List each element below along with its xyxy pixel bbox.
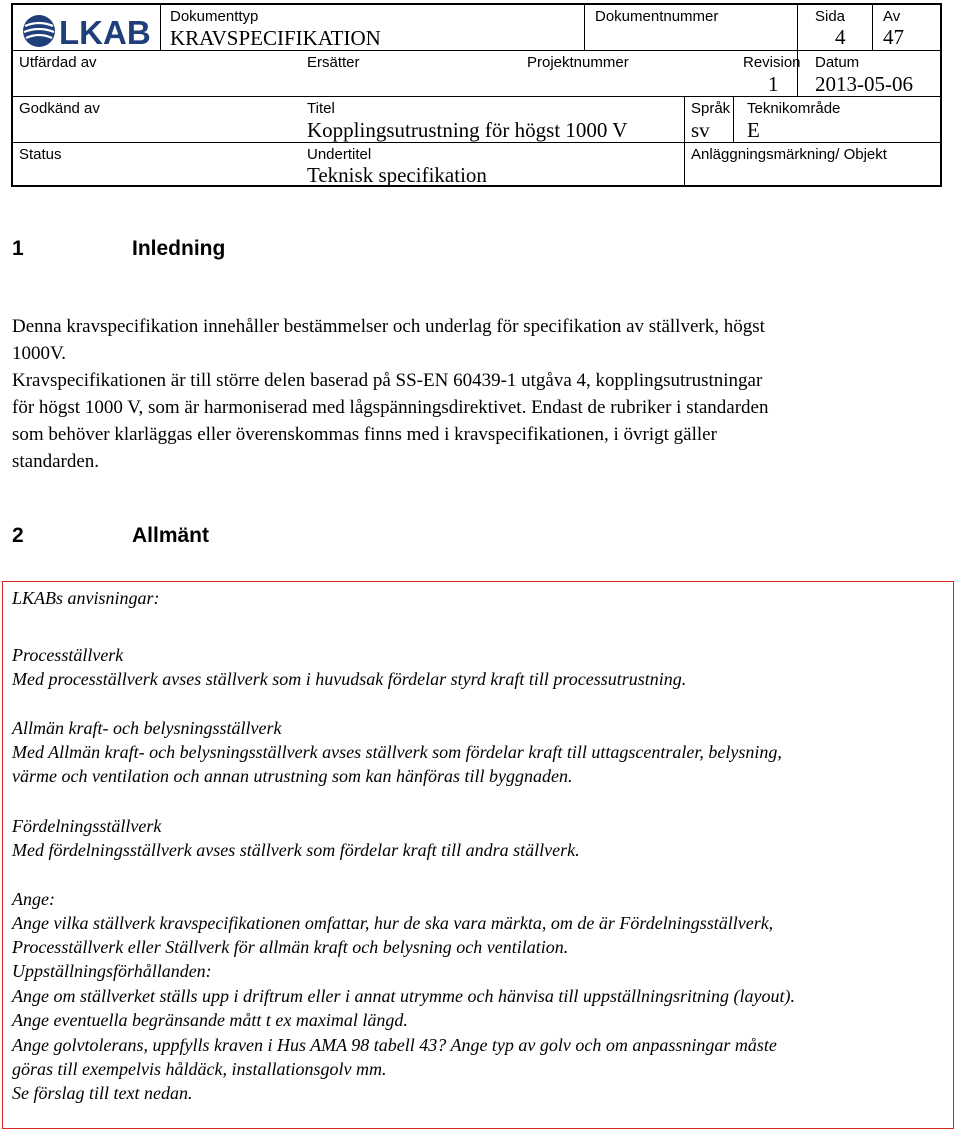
revision-label: Revision — [743, 54, 801, 71]
paragraph-line: 1000V. — [12, 343, 67, 364]
instruction-line: Med fördelningsställverk avses ställverk som fördelar kraft till andra ställverk. — [12, 840, 580, 860]
instructions-heading: LKABs anvisningar: — [12, 588, 160, 608]
datum-label: Datum — [815, 54, 860, 71]
instruction-line: Med procesställverk avses ställverk som i huvudsak fördelar styrd kraft till processutrustning. — [12, 669, 687, 689]
av-label: Av — [883, 8, 901, 25]
instruction-line: Uppställningsförhållanden: — [12, 961, 212, 981]
paragraph-line: Denna kravspecifikation innehåller bestämmelser och underlag för specifikation av ställverk, högst — [12, 316, 765, 337]
sida-value: 4 — [835, 25, 846, 49]
titel-label: Titel — [307, 100, 335, 117]
titel-value: Kopplingsutrustning för högst 1000 V — [307, 118, 628, 142]
dokumenttyp-label: Dokumenttyp — [170, 8, 259, 25]
document-header — [11, 3, 942, 187]
dokumenttyp-value: KRAVSPECIFIKATION — [170, 26, 381, 50]
av-value: 47 — [883, 25, 904, 49]
lkab-logo — [21, 11, 169, 51]
section-title: Inledning — [132, 237, 226, 260]
projektnummer-label: Projektnummer — [527, 54, 629, 71]
paragraph-line: Kravspecifikationen är till större delen baserad på SS-EN 60439-1 utgåva 4, kopplingsutrustningar — [12, 370, 763, 391]
undertitel-value: Teknisk specifikation — [307, 163, 487, 187]
paragraph-line: standarden. — [12, 451, 100, 472]
svg-text:LKAB: LKAB — [59, 14, 151, 51]
datum-value: 2013-05-06 — [815, 72, 913, 96]
instruction-line: Se förslag till text nedan. — [12, 1083, 193, 1103]
status-label: Status — [19, 146, 62, 163]
section-number: 2 — [12, 524, 24, 547]
sprak-value: sv — [691, 118, 710, 142]
globe-icon — [23, 15, 55, 47]
instruction-line: Procesställverk — [12, 645, 124, 665]
teknikomrade-label: Teknikområde — [747, 100, 841, 117]
section-title: Allmänt — [132, 524, 210, 547]
sida-label: Sida — [815, 8, 846, 25]
revision-value: 1 — [768, 72, 779, 96]
teknikomrade-value: E — [747, 118, 760, 142]
section-number: 1 — [12, 237, 24, 260]
instruction-line: Allmän kraft- och belysningsställverk — [12, 718, 282, 738]
instruction-line: Ange vilka ställverk kravspecifikationen omfattar, hur de ska vara märkta, om de är Fördelningsställverk, — [12, 913, 774, 933]
anlaggning-label: Anläggningsmärkning/ Objekt — [691, 146, 887, 163]
instruction-line: Ange golvtolerans, uppfylls kraven i Hus AMA 98 tabell 43? Ange typ av golv och om anpassningar måste — [12, 1035, 777, 1055]
dokumentnummer-label: Dokumentnummer — [595, 8, 719, 25]
instruction-line: Fördelningsställverk — [12, 816, 162, 836]
undertitel-label: Undertitel — [307, 146, 372, 163]
godkand-label: Godkänd av — [19, 100, 100, 117]
instruction-line: Ange om ställverket ställs upp i driftrum eller i annat utrymme och hänvisa till uppställningsritning (layout). — [12, 986, 795, 1006]
paragraph-line: för högst 1000 V, som är harmoniserad med lågspänningsdirektivet. Endast de rubriker i standarden — [12, 397, 769, 418]
instruction-line: värme och ventilation och annan utrustning som kan hänföras till byggnaden. — [12, 766, 573, 786]
instruction-line: Ange eventuella begränsande mått t ex maximal längd. — [12, 1010, 408, 1030]
sprak-label: Språk — [691, 100, 731, 117]
instruction-line: Procesställverk eller Ställverk för allmän kraft och belysning och ventilation. — [12, 937, 569, 957]
ersatter-label: Ersätter — [307, 54, 360, 71]
section-1-heading — [12, 236, 225, 262]
utfardad-label: Utfärdad av — [19, 54, 97, 71]
paragraph-line: som behöver klarläggas eller överenskommas finns med i kravspecifikationen, i övrigt gäller — [12, 424, 717, 445]
instruction-line: Ange: — [12, 889, 55, 909]
instruction-line: Med Allmän kraft- och belysningsställverk avses ställverk som fördelar kraft till uttagscentraler, belysning, — [12, 742, 782, 762]
section-2-heading — [12, 523, 209, 549]
instruction-line: göras till exempelvis håldäck, installationsgolv mm. — [12, 1059, 387, 1079]
